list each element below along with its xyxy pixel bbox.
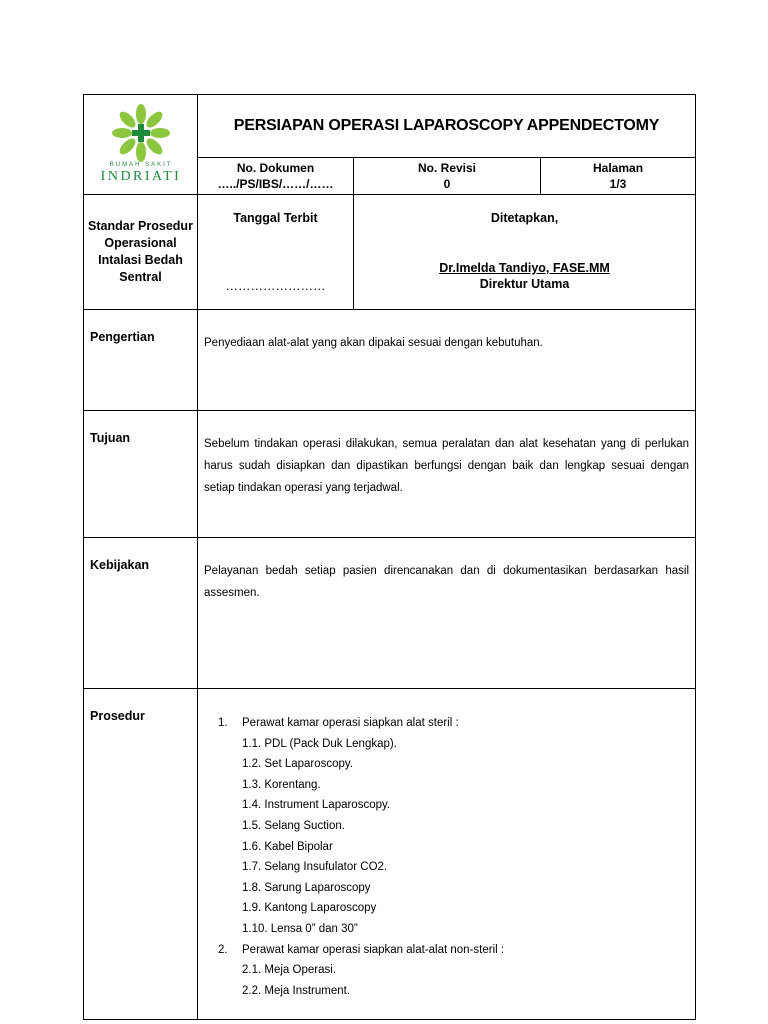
logo-cell bbox=[84, 95, 198, 195]
sop-document-table bbox=[83, 94, 696, 1020]
halaman-cell bbox=[541, 158, 696, 195]
list-item: 2.1. Meja Operasi. bbox=[242, 964, 336, 977]
list-item: 1.5. Selang Suction. bbox=[242, 819, 345, 832]
no-dokumen-value: …../PS/IBS/……/…… bbox=[217, 177, 334, 191]
kebijakan-label: Kebijakan bbox=[84, 538, 198, 689]
signatory-name: Dr.Imelda Tandiyo, FASE.MM bbox=[439, 261, 610, 275]
pengertian-text: Penyediaan alat-alat yang akan dipakai sesuai dengan kebutuhan. bbox=[198, 310, 696, 411]
list-item: 1.8. Sarung Laparoscopy bbox=[242, 881, 371, 894]
tanggal-terbit-cell bbox=[198, 195, 354, 310]
sop-label-line: Standar Prosedur bbox=[88, 219, 193, 233]
tanggal-terbit-label: Tanggal Terbit bbox=[233, 211, 318, 225]
signatory-title: Direktur Utama bbox=[479, 277, 570, 291]
list-item: 1.4. Instrument Laparoscopy. bbox=[242, 799, 391, 812]
halaman-label: Halaman bbox=[593, 161, 644, 175]
prosedur-label: Prosedur bbox=[84, 689, 198, 1020]
prosedur-list bbox=[204, 713, 689, 1001]
list-item-number: 2. bbox=[218, 943, 228, 956]
list-item-number: 1. bbox=[218, 717, 228, 729]
ditetapkan-label: Ditetapkan, bbox=[490, 211, 559, 225]
hospital-logo-icon bbox=[96, 100, 186, 184]
no-revisi-value: 0 bbox=[443, 177, 451, 191]
list-item: 1.2. Set Laparoscopy. bbox=[242, 758, 354, 771]
no-dokumen-cell bbox=[198, 158, 354, 195]
list-item bbox=[204, 713, 689, 734]
no-dokumen-label: No. Dokumen bbox=[236, 161, 315, 175]
list-item: 2.2. Meja Instrument. bbox=[242, 984, 351, 997]
ditetapkan-cell bbox=[354, 195, 696, 310]
document-title: PERSIAPAN OPERASI LAPAROSCOPY APPENDECTOMY bbox=[198, 95, 696, 158]
kebijakan-text: Pelayanan bedah setiap pasien direncanakan dan di dokumentasikan berdasarkan hasil assesmen. bbox=[198, 538, 696, 689]
list-item-text: Perawat kamar operasi siapkan alat-alat non-steril : bbox=[242, 943, 505, 956]
list-item: 1.7. Selang Insufulator CO2. bbox=[242, 861, 388, 874]
list-item: 1.10. Lensa 0” dan 30” bbox=[242, 922, 358, 935]
pengertian-label: Pengertian bbox=[84, 310, 198, 411]
tujuan-text: Sebelum tindakan operasi dilakukan, semua peralatan dan alat kesehatan yang di perlukan harus sudah disiapkan dan dipastikan berfungsi dengan baik dan lengkap sesuai dengan setiap tindakan operasi yang terjadwal. bbox=[198, 411, 696, 538]
sop-label-line: Sentral bbox=[119, 270, 162, 284]
list-item: 1.1. PDL (Pack Duk Lengkap). bbox=[242, 737, 397, 750]
logo-name-text: INDRIATI bbox=[100, 169, 181, 184]
no-revisi-cell bbox=[354, 158, 541, 195]
list-item bbox=[204, 940, 689, 961]
logo-small-text: RUMAH SAKIT bbox=[108, 162, 173, 168]
prosedur-body bbox=[198, 689, 696, 1020]
halaman-value: 1/3 bbox=[609, 177, 627, 191]
tujuan-label: Tujuan bbox=[84, 411, 198, 538]
sop-label-line: Operasional bbox=[104, 236, 177, 250]
sop-label-cell bbox=[84, 195, 198, 310]
tanggal-terbit-value: …………………… bbox=[225, 279, 326, 293]
no-revisi-label: No. Revisi bbox=[417, 161, 477, 175]
list-item: 1.9. Kantong Laparoscopy bbox=[242, 902, 377, 915]
list-item-text: Perawat kamar operasi siapkan alat steril : bbox=[242, 717, 459, 729]
sop-label-line: Intalasi Bedah bbox=[98, 253, 183, 267]
list-item: 1.6. Kabel Bipolar bbox=[242, 840, 333, 853]
list-item: 1.3. Korentang. bbox=[242, 778, 321, 791]
